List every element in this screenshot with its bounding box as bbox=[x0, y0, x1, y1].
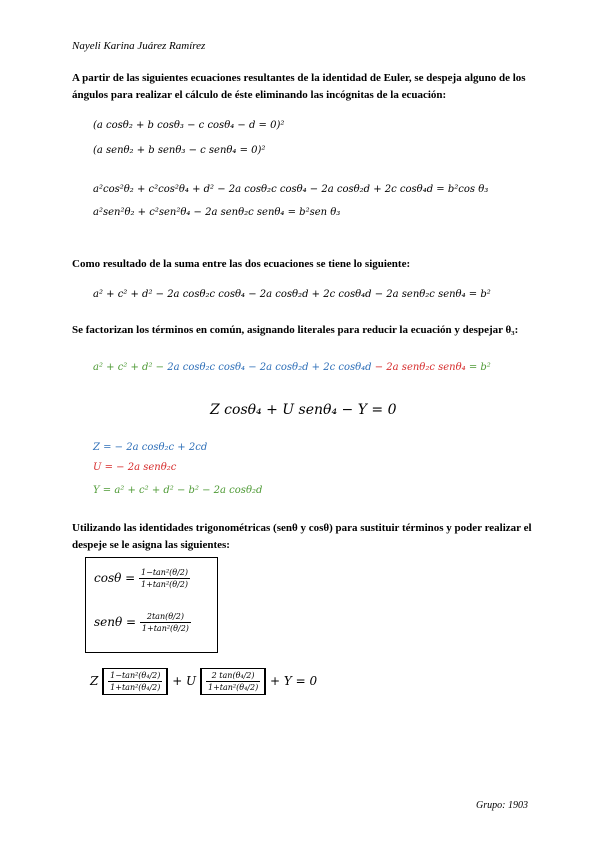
sen-identity bbox=[94, 612, 191, 633]
final-equation bbox=[90, 668, 317, 695]
colored-eq-green-end: = b² bbox=[468, 362, 491, 373]
final-eq-u-bracket bbox=[200, 668, 266, 695]
final-eq-u-denominator: 1+tan²(θ₄/2) bbox=[208, 683, 259, 692]
equation-1: (a cosθ₂ + b cosθ₃ − c cosθ₄ − d = 0)² bbox=[93, 120, 285, 131]
final-eq-z-numerator: 1−tan²(θ₄/2) bbox=[110, 671, 161, 680]
footer-group: Grupo: 1903 bbox=[476, 800, 528, 811]
sen-identity-lhs: senθ = bbox=[94, 615, 137, 629]
cos-identity-lhs: cosθ = bbox=[94, 571, 136, 585]
author-header: Nayeli Karina Juárez Ramírez bbox=[72, 40, 206, 52]
factor-paragraph: Se factorizan los términos en común, asignando literales para reducir la ecuación y despejar θ₃: bbox=[72, 324, 519, 336]
sum-paragraph: Como resultado de la suma entre las dos ecuaciones se tiene lo siguiente: bbox=[72, 258, 411, 270]
main-equation: Z cosθ₄ + U senθ₄ − Y = 0 bbox=[210, 402, 397, 418]
identities-paragraph: Utilizando las identidades trigonométricas (senθ y cosθ) para sustituir términos y poder realizar el despeje se le asigna las siguientes: bbox=[72, 522, 532, 551]
final-eq-plus-u: + U bbox=[172, 674, 197, 688]
cos-identity-numerator: 1−tan²(θ/2) bbox=[141, 568, 189, 577]
colored-eq-red-terms: − 2a senθ₂c senθ₄ bbox=[374, 362, 466, 373]
definition-y: Y = a² + c² + d² − b² − 2a cosθ₂d bbox=[93, 485, 263, 496]
cos-identity-fraction bbox=[139, 568, 190, 589]
cos-identity bbox=[94, 568, 190, 589]
colored-eq-green-start: a² + c² + d² − bbox=[93, 362, 165, 373]
sum-equation: a² + c² + d² − 2a cosθ₂c cosθ₄ − 2a cosθ₂d + 2c cosθ₄d − 2a senθ₂c senθ₄ = b² bbox=[93, 289, 491, 300]
definition-u: U = − 2a senθ₂c bbox=[93, 462, 177, 473]
equation-2: (a senθ₂ + b senθ₃ − c senθ₄ = 0)² bbox=[93, 145, 266, 156]
final-eq-z-bracket bbox=[102, 668, 168, 695]
sen-identity-denominator: 1+tan²(θ/2) bbox=[141, 624, 189, 633]
final-eq-z-denominator: 1+tan²(θ₄/2) bbox=[110, 683, 161, 692]
cos-identity-denominator: 1+tan²(θ/2) bbox=[141, 580, 189, 589]
equation-4: a²sen²θ₂ + c²sen²θ₄ − 2a senθ₂c senθ₄ = b²sen θ₃ bbox=[93, 207, 341, 218]
final-eq-tail: + Y = 0 bbox=[270, 674, 318, 688]
equation-3: a²cos²θ₂ + c²cos²θ₄ + d² − 2a cosθ₂c cosθ₄ − 2a cosθ₂d + 2c cosθ₄d = b²cos θ₃ bbox=[93, 184, 489, 195]
final-eq-u-numerator: 2 tan(θ₄/2) bbox=[206, 671, 260, 682]
colored-eq-blue-terms: 2a cosθ₂c cosθ₄ − 2a cosθ₂d + 2c cosθ₄d bbox=[167, 362, 372, 373]
final-eq-z-fraction bbox=[108, 671, 162, 692]
sen-identity-fraction bbox=[140, 612, 191, 633]
final-eq-u-fraction bbox=[206, 671, 260, 692]
intro-paragraph: A partir de las siguientes ecuaciones resultantes de la identidad de Euler, se despeja alguno de los ángulos para realizar el cálculo de éste eliminando las incógnitas de la ecuación: bbox=[72, 72, 526, 101]
definition-z: Z = − 2a cosθ₂c + 2cd bbox=[93, 442, 208, 453]
sen-identity-numerator: 2tan(θ/2) bbox=[140, 612, 191, 623]
colored-equation bbox=[93, 362, 491, 373]
final-eq-z: Z bbox=[90, 674, 99, 688]
identity-box bbox=[85, 557, 218, 653]
